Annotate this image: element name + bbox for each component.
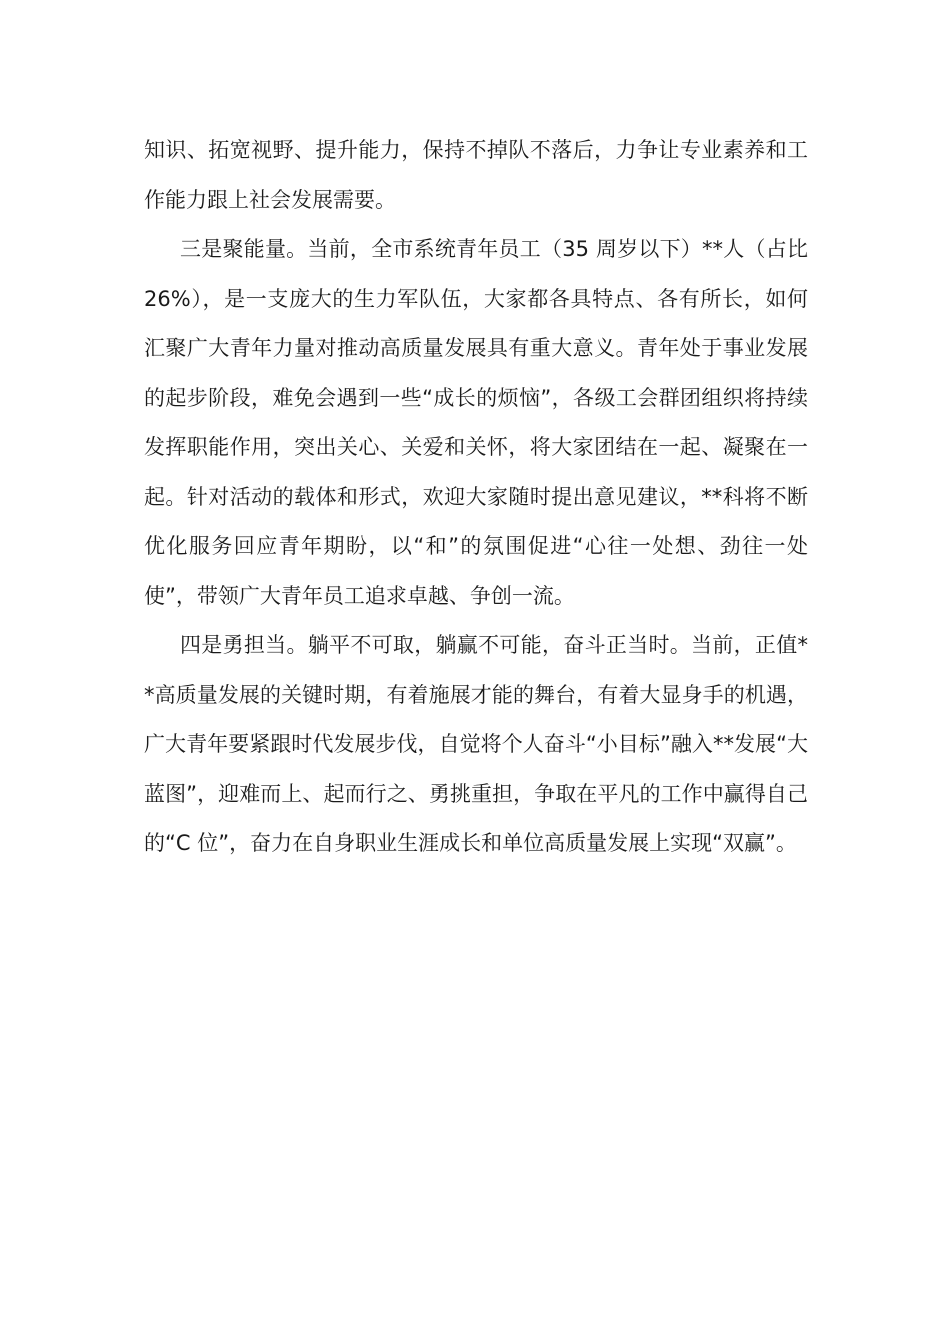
paragraph-take-responsibility: 四是勇担当。躺平不可取，躺赢不可能，奋斗正当时。当前，正值**高质量发展的关键时期，有着施展才能的舞台，有着大显身手的机遇，广大青年要紧跟时代发展步伐，自觉将个人奋斗“小目标”融入**发展“大蓝图”，迎难而上、起而行之、勇挑重担，争取在平凡的工作中赢得自己的“C 位”，奋力在自身职业生涯成长和单位高质量发展上实现“双赢”。: [144, 633, 808, 855]
paragraph-gather-energy: 三是聚能量。当前，全市系统青年员工（35 周岁以下）**人（占比 26%），是一支庞大的生力军队伍，大家都各具特点、各有所长，如何汇聚广大青年力量对推动高质量发展具有重大意义。青年处于事业发展的起步阶段，难免会遇到一些“成长的烦恼”，各级工会群团组织将持续发挥职能作用，突出关心、关爱和关怀，将大家团结在一起、凝聚在一起。针对活动的载体和形式，欢迎大家随时提出意见建议，**科将不断优化服务回应青年期盼，以“和”的氛围促进“心往一处想、劲往一处使”，带领广大青年员工追求卓越、争创一流。: [144, 237, 808, 608]
document-body: [144, 126, 808, 869]
paragraph-continuation: 知识、拓宽视野、提升能力，保持不掉队不落后，力争让专业素养和工作能力跟上社会发展需要。: [144, 138, 808, 212]
